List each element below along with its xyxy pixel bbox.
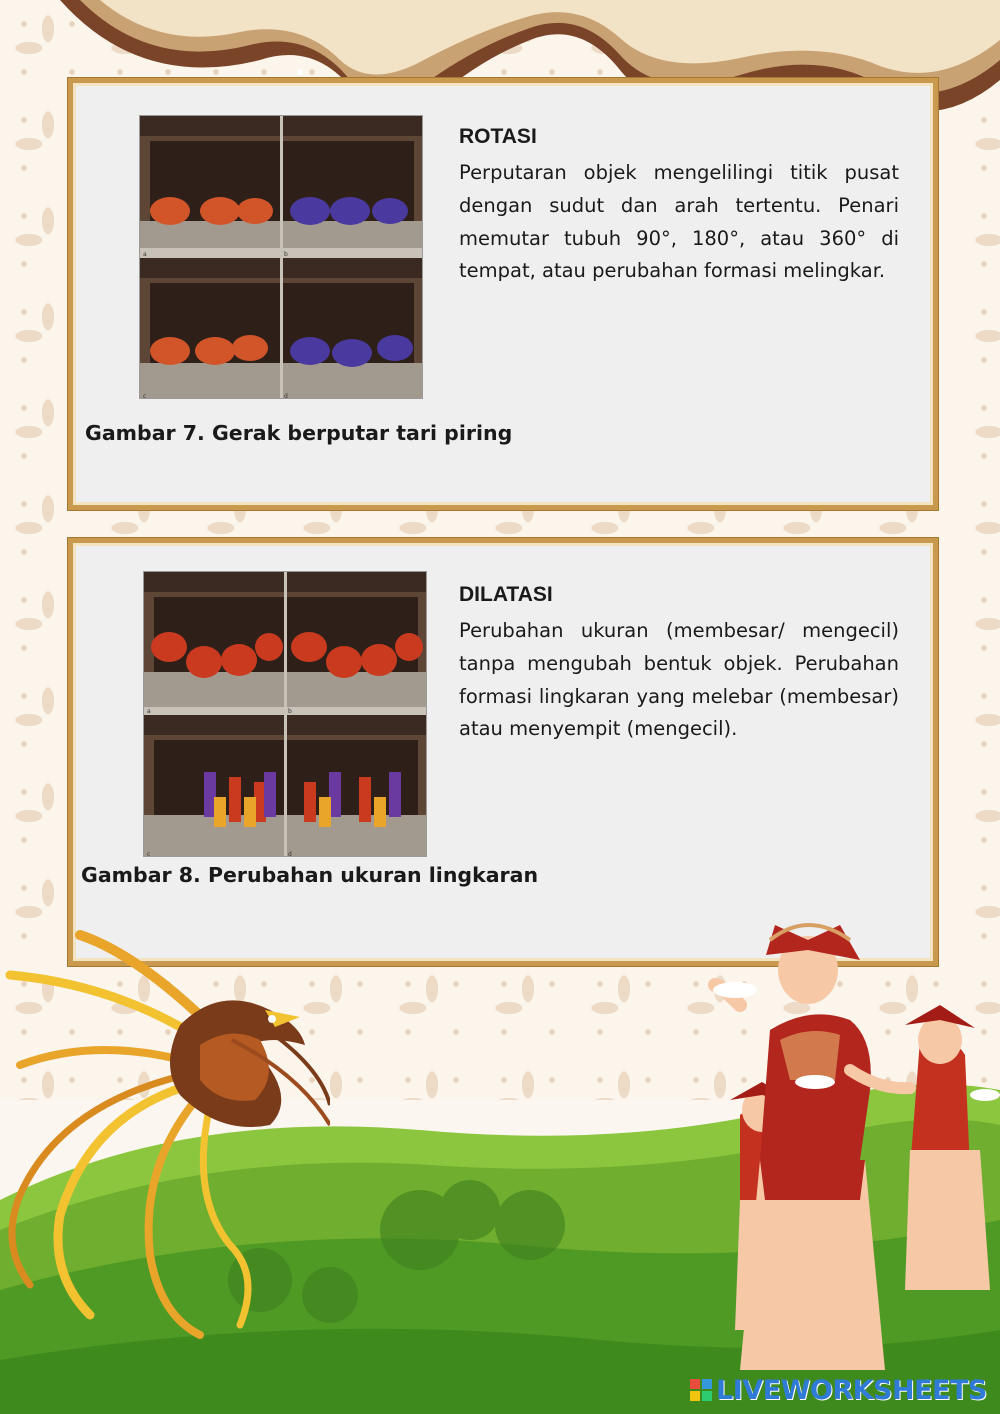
dilatasi-title: DILATASI [459, 583, 553, 606]
svg-text:a: a [147, 708, 151, 715]
phoenix-bird-icon [0, 915, 330, 1355]
svg-text:c: c [143, 393, 147, 399]
dilatasi-description: Perubahan ukuran (membesar/ mengecil) tanpa mengubah bentuk objek. Perubahan formasi lingkaran yang melebar (membesar) atau menyempit (mengecil). [459, 619, 899, 741]
liveworksheets-logo-icon [690, 1379, 712, 1401]
svg-text:a: a [143, 251, 147, 258]
rotasi-card [68, 78, 938, 510]
dilatasi-photo [143, 571, 427, 857]
svg-text:d: d [288, 851, 292, 857]
dilatasi-card [68, 538, 938, 966]
liveworksheets-watermark [690, 1374, 987, 1406]
figure-8-caption: Gambar 8. Perubahan ukuran lingkaran [81, 863, 539, 887]
rotasi-description: Perputaran objek mengelilingi titik pusat dengan sudut dan arah tertentu. Penari memutar tubuh 90°, 180°, atau 360° di tempat, atau perubahan formasi melingkar. [459, 161, 899, 283]
dance-dilation-image [144, 572, 427, 857]
dance-rotation-image [140, 116, 423, 399]
rotasi-photo [139, 115, 423, 399]
svg-text:b: b [284, 251, 288, 258]
dancers-illustration [700, 910, 1000, 1370]
rotasi-title: ROTASI [459, 125, 537, 148]
svg-text:b: b [288, 708, 292, 715]
svg-text:c: c [147, 851, 151, 857]
figure-7-caption: Gambar 7. Gerak berputar tari piring [85, 421, 513, 445]
watermark-text: LIVEWORKSHEETS [716, 1374, 987, 1406]
svg-text:d: d [284, 393, 288, 399]
